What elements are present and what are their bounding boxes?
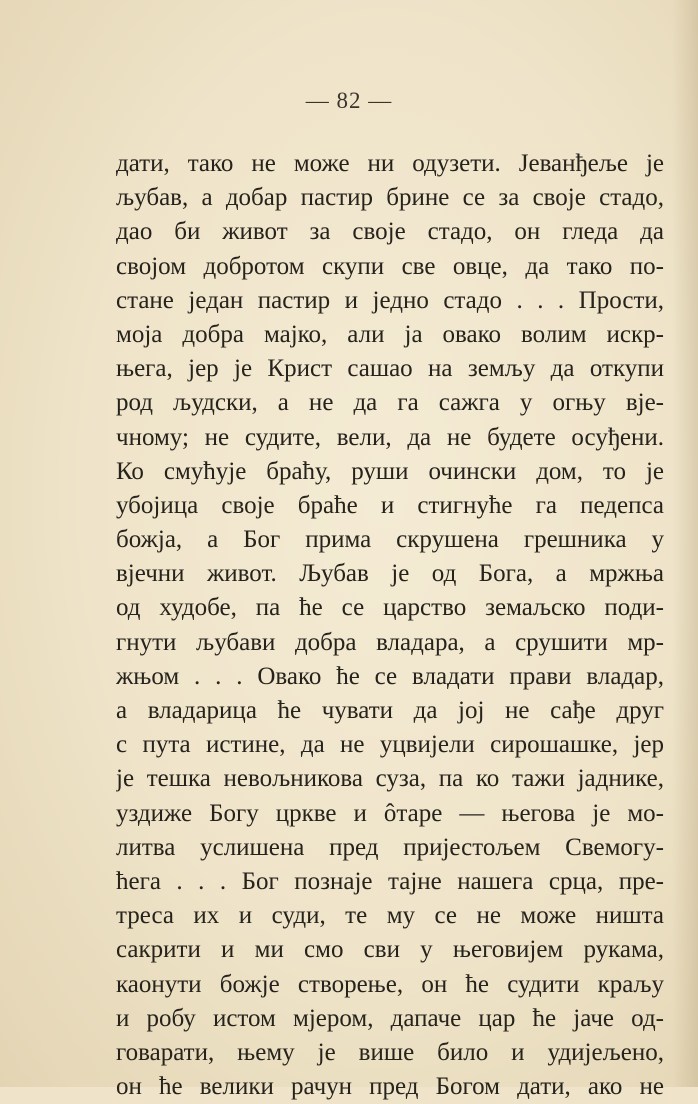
text-line: и робу истом мјером, дапаче цар ће јаче од- <box>116 1004 664 1032</box>
text-line: дао би живот за своје стадо, он гледа да <box>116 218 664 246</box>
text-line: каонути божје створење, он ће судити краљу <box>116 970 664 998</box>
text-line: љубав, а добар пастир брине се за своје стадо, <box>116 184 664 212</box>
page-number: — 82 — <box>305 88 393 113</box>
text-line: чному; не судите, вели, да не будете осуђени. <box>116 423 664 451</box>
text-line: убојица своје браће и стигнуће га педепса <box>116 491 664 519</box>
text-line: вјечни живот. Љубав је од Бога, а мржња <box>116 560 664 588</box>
text-line: моја добра мајко, али ја овако волим искр- <box>116 320 664 348</box>
text-line: а владарица ће чувати да јој не сађе друг <box>116 697 664 724</box>
text-line: говарати, њему је више било и удијељено, <box>116 1038 664 1066</box>
text-line: божја, а Бог прима скрушена грешника у <box>116 526 664 554</box>
text-line: литва услишена пред пријестољем Свемогу- <box>116 833 664 861</box>
page-edge-shadow <box>672 0 698 1087</box>
text-line: својом добротом скупи све овце, да тако по- <box>116 252 664 280</box>
text-line: с пута истине, да не уцвијели сирошашке, јер <box>116 731 664 759</box>
body-text <box>116 147 664 1104</box>
text-line: сакрити и ми смо сви у његовијем рукама, <box>116 936 664 964</box>
text-line: ћега . . . Бог познаје тајне нашега срца, пре- <box>116 867 664 895</box>
text-line: жњом . . . Овако ће се владати прави владар, <box>116 662 664 690</box>
text-line: је тешка невољникова суза, па ко тажи јаднике, <box>116 765 664 793</box>
text-line: од худобе, па ће се царство земаљско поди- <box>116 594 664 622</box>
text-line: треса их и суди, те му се не може ништа <box>116 902 664 930</box>
text-line: уздиже Богу цркве и ôтаре — његова је мо- <box>116 799 664 827</box>
text-line: гнути љубави добра владара, а срушити мр- <box>116 628 664 656</box>
text-line: Ко смућује браћу, руши очински дом, то је <box>116 457 664 485</box>
text-line: дати, тако не може ни одузети. Јеванђеље је <box>116 150 664 177</box>
text-line: њега, јер је Крист сашао на земљу да откупи <box>116 355 664 383</box>
text-line: он ће велики рачун пред Богом дати, ако не <box>116 1073 664 1101</box>
text-line: стане један пастир и једно стадо . . . Прости, <box>116 286 664 314</box>
text-line: род људски, а не да га сажга у огњу вје- <box>116 389 664 417</box>
